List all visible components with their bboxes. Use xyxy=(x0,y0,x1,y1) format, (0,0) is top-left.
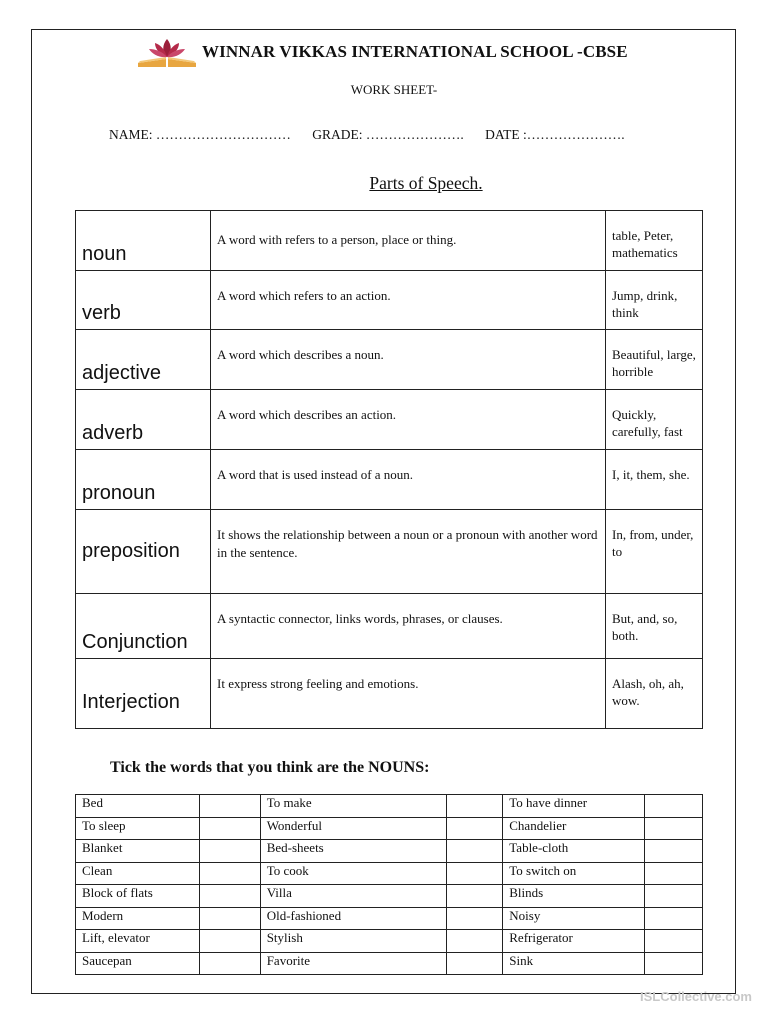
tick-box[interactable] xyxy=(645,795,703,818)
tick-box[interactable] xyxy=(645,907,703,930)
tick-box[interactable] xyxy=(447,885,503,908)
name-field[interactable]: NAME: ………………………… xyxy=(109,127,291,142)
examples-cell: I, it, them, she. xyxy=(606,450,703,510)
tick-box[interactable] xyxy=(199,952,260,975)
tick-box[interactable] xyxy=(199,885,260,908)
table-row xyxy=(76,840,703,863)
table-row xyxy=(76,907,703,930)
tick-box[interactable] xyxy=(199,930,260,953)
word-cell: Stylish xyxy=(260,930,447,953)
table-row xyxy=(76,450,703,510)
word-cell: To have dinner xyxy=(503,795,645,818)
tick-box[interactable] xyxy=(447,817,503,840)
tick-box[interactable] xyxy=(447,840,503,863)
school-name: WINNAR VIKKAS INTERNATIONAL SCHOOL -CBSE xyxy=(202,42,628,61)
tick-box[interactable] xyxy=(447,862,503,885)
word-cell: Clean xyxy=(76,862,200,885)
tick-box[interactable] xyxy=(645,952,703,975)
table-row xyxy=(76,594,703,659)
examples-cell: table, Peter, mathematics xyxy=(606,211,703,271)
table-row xyxy=(76,330,703,390)
watermark: ISLCollective.com xyxy=(640,989,752,1004)
word-cell: To cook xyxy=(260,862,447,885)
table-row xyxy=(76,817,703,840)
word-cell: Chandelier xyxy=(503,817,645,840)
definition-cell: A syntactic connector, links words, phrases, or clauses. xyxy=(211,594,606,659)
table-row xyxy=(76,795,703,818)
table-row xyxy=(76,952,703,975)
tick-box[interactable] xyxy=(447,952,503,975)
table-row xyxy=(76,211,703,271)
worksheet-label: WORK SHEET- xyxy=(350,82,438,97)
tick-box[interactable] xyxy=(645,840,703,863)
word-cell: To switch on xyxy=(503,862,645,885)
tick-box[interactable] xyxy=(199,907,260,930)
word-cell: Table-cloth xyxy=(503,840,645,863)
tick-box[interactable] xyxy=(199,840,260,863)
tick-box[interactable] xyxy=(199,817,260,840)
definition-cell: A word that is used instead of a noun. xyxy=(211,450,606,510)
table-row xyxy=(76,930,703,953)
word-cell: Modern xyxy=(76,907,200,930)
tick-box[interactable] xyxy=(447,907,503,930)
word-cell: Sink xyxy=(503,952,645,975)
student-info-line xyxy=(109,127,643,143)
table-row xyxy=(76,271,703,330)
parts-of-speech-table xyxy=(75,210,703,729)
word-cell: Villa xyxy=(260,885,447,908)
word-cell: Favorite xyxy=(260,952,447,975)
definition-cell: It shows the relationship between a noun or a pronoun with another word in the sentence. xyxy=(211,510,606,594)
grade-field[interactable]: GRADE: …………………. xyxy=(312,127,464,142)
word-cell: Refrigerator xyxy=(503,930,645,953)
term-cell: adjective xyxy=(76,330,211,390)
word-cell: To sleep xyxy=(76,817,200,840)
table-row xyxy=(76,659,703,729)
examples-cell: In, from, under, to xyxy=(606,510,703,594)
word-cell: Block of flats xyxy=(76,885,200,908)
word-cell: Saucepan xyxy=(76,952,200,975)
term-cell: adverb xyxy=(76,390,211,450)
examples-cell: Quickly, carefully, fast xyxy=(606,390,703,450)
table-row xyxy=(76,390,703,450)
term-cell: pronoun xyxy=(76,450,211,510)
school-header xyxy=(136,34,628,70)
examples-cell: Beautiful, large, horrible xyxy=(606,330,703,390)
tick-box[interactable] xyxy=(645,862,703,885)
definition-cell: A word which describes a noun. xyxy=(211,330,606,390)
tick-box[interactable] xyxy=(645,817,703,840)
tick-box[interactable] xyxy=(645,885,703,908)
noun-tick-table xyxy=(75,794,703,975)
definition-cell: A word with refers to a person, place or thing. xyxy=(211,211,606,271)
word-cell: To make xyxy=(260,795,447,818)
word-cell: Bed-sheets xyxy=(260,840,447,863)
word-cell: Noisy xyxy=(503,907,645,930)
word-cell: Wonderful xyxy=(260,817,447,840)
tick-box[interactable] xyxy=(645,930,703,953)
tick-heading: Tick the words that you think are the NOUNS: xyxy=(110,759,430,776)
table-row xyxy=(76,885,703,908)
tick-box[interactable] xyxy=(199,862,260,885)
school-logo-icon xyxy=(136,35,198,69)
table-row xyxy=(76,862,703,885)
word-cell: Lift, elevator xyxy=(76,930,200,953)
tick-box[interactable] xyxy=(447,930,503,953)
word-cell: Blinds xyxy=(503,885,645,908)
examples-cell: Jump, drink, think xyxy=(606,271,703,330)
term-cell: verb xyxy=(76,271,211,330)
term-cell: noun xyxy=(76,211,211,271)
definition-cell: A word which refers to an action. xyxy=(211,271,606,330)
term-cell: Interjection xyxy=(76,659,211,729)
word-cell: Old-fashioned xyxy=(260,907,447,930)
date-field[interactable]: DATE :…………………. xyxy=(485,127,625,142)
term-cell: preposition xyxy=(76,510,211,594)
examples-cell: Alash, oh, ah, wow. xyxy=(606,659,703,729)
word-cell: Bed xyxy=(76,795,200,818)
term-cell: Conjunction xyxy=(76,594,211,659)
examples-cell: But, and, so, both. xyxy=(606,594,703,659)
word-cell: Blanket xyxy=(76,840,200,863)
tick-box[interactable] xyxy=(199,795,260,818)
definition-cell: It express strong feeling and emotions. xyxy=(211,659,606,729)
subject-title: Parts of Speech. xyxy=(369,173,483,193)
definition-cell: A word which describes an action. xyxy=(211,390,606,450)
tick-box[interactable] xyxy=(447,795,503,818)
table-row xyxy=(76,510,703,594)
